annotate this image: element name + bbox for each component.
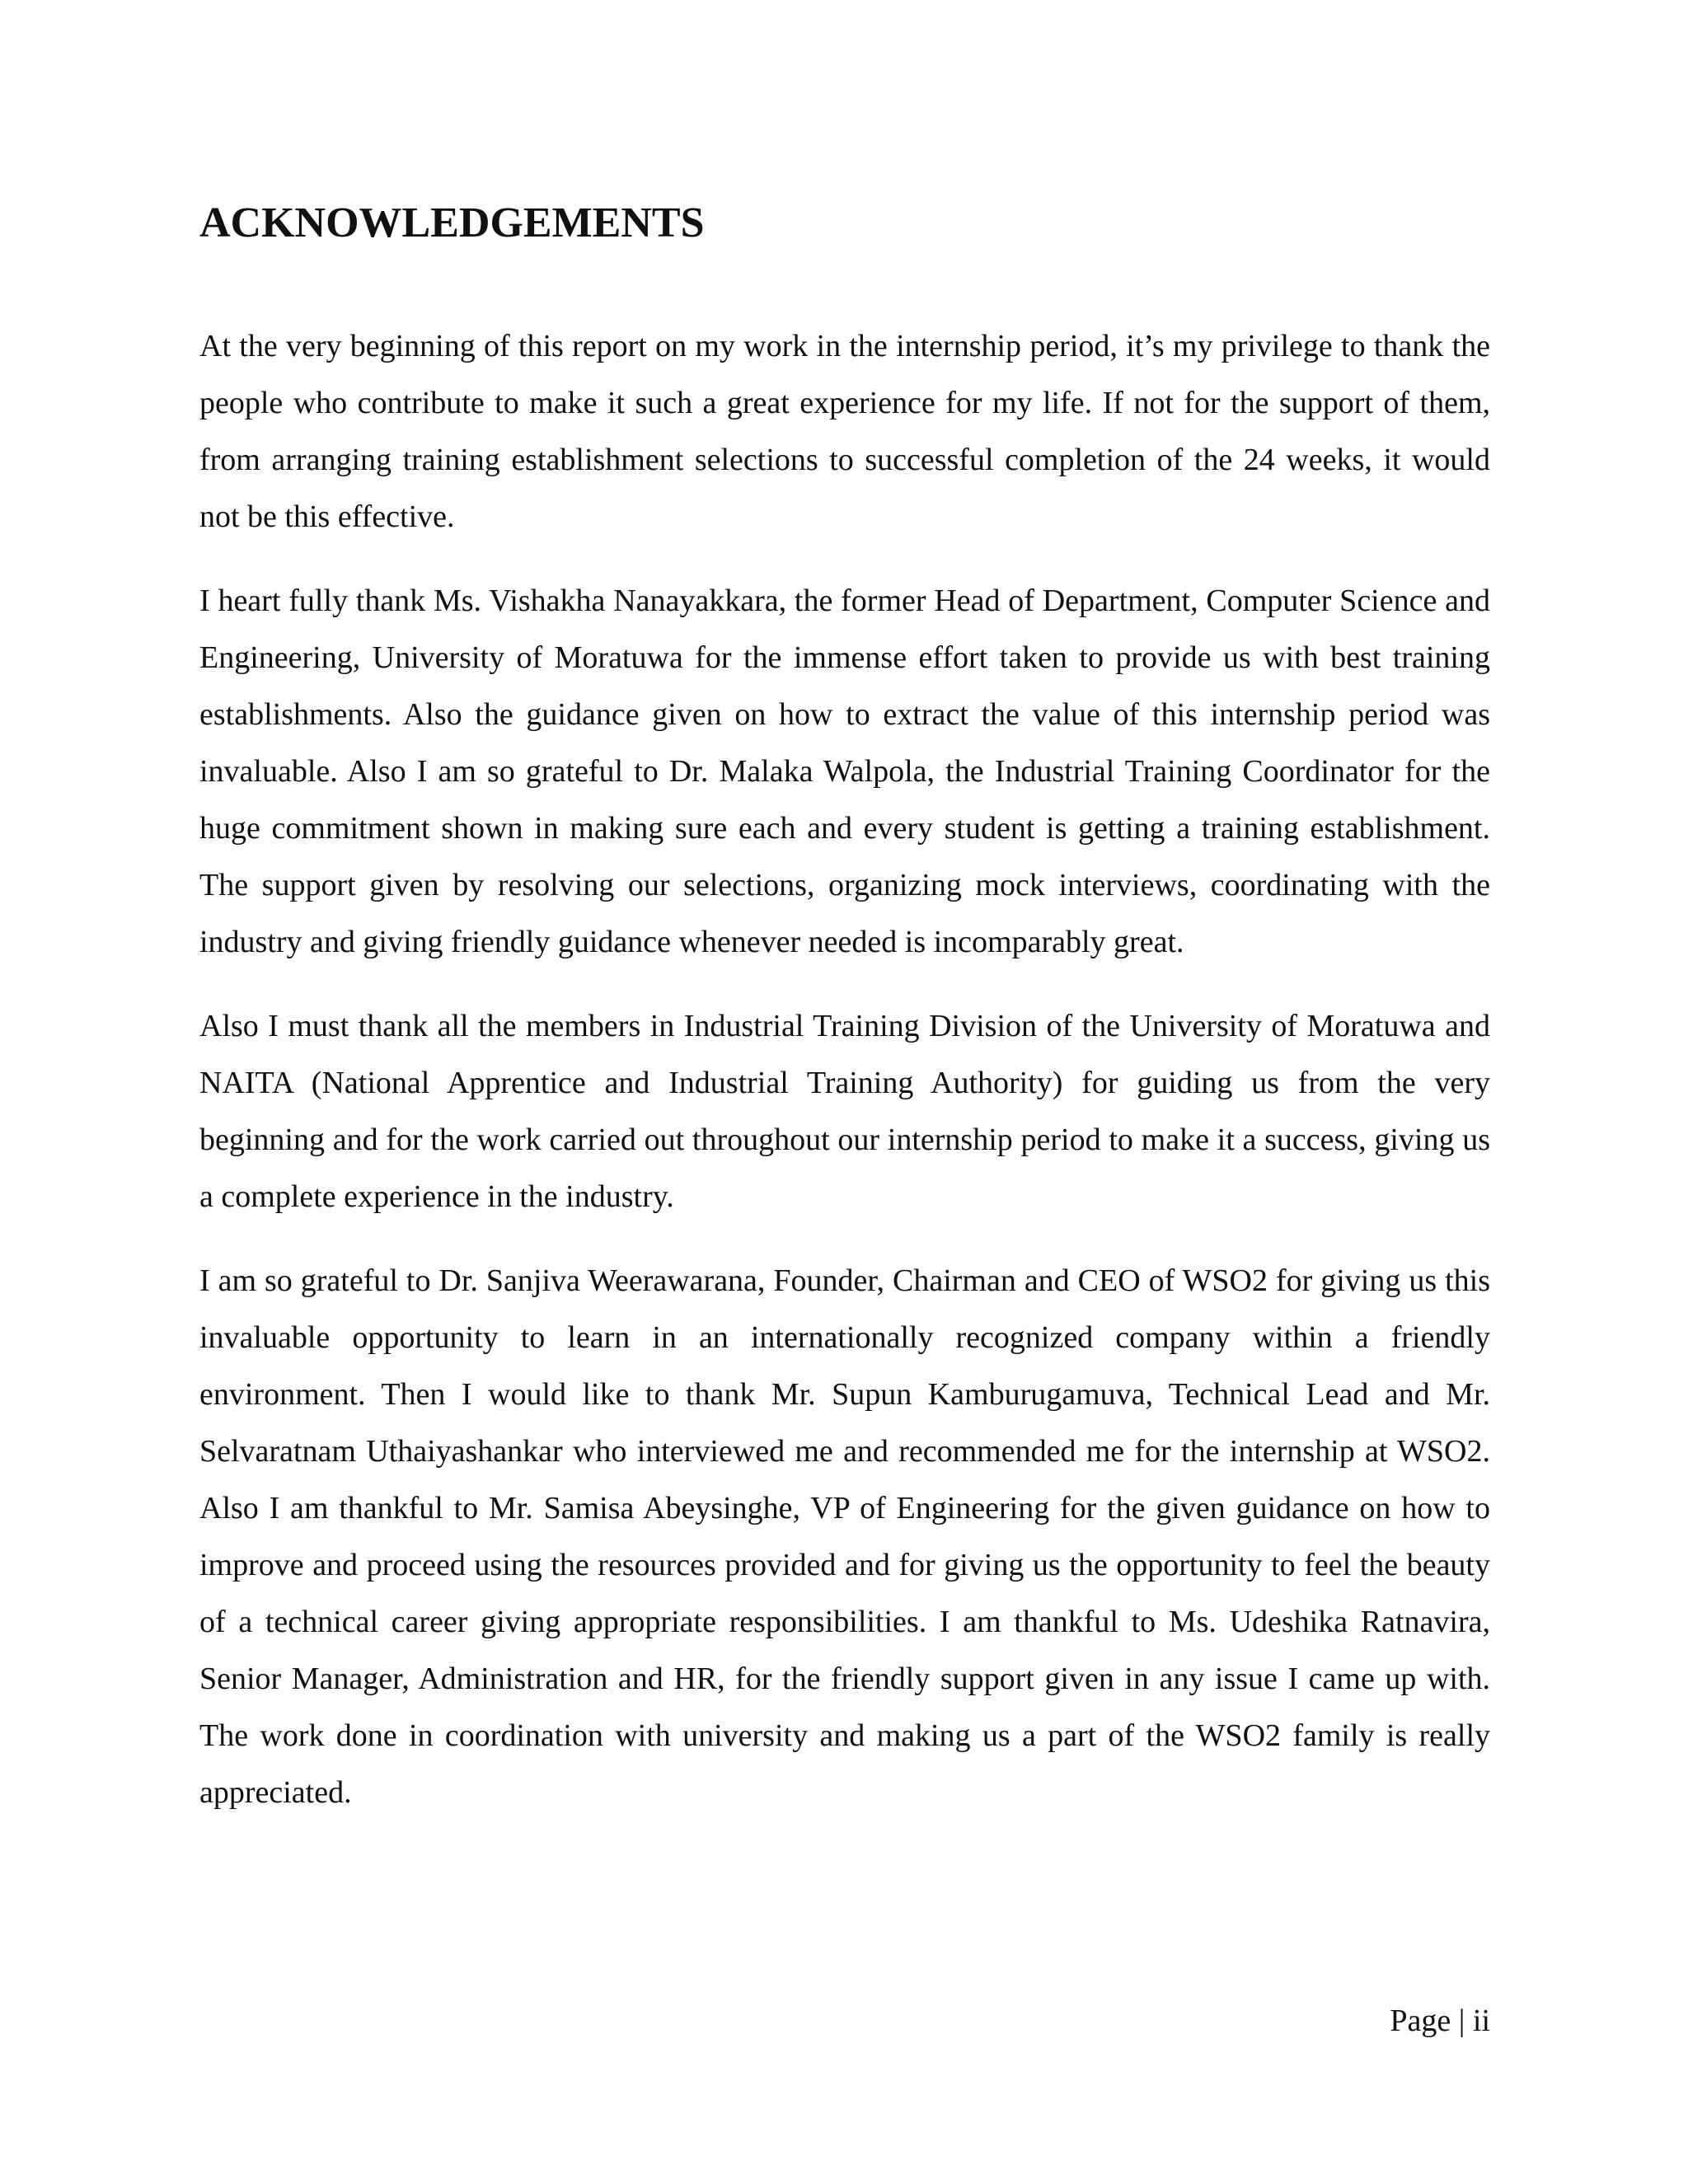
paragraph-university-thanks: I heart fully thank Ms. Vishakha Nanayakkara, the former Head of Department, Computer Science and Engineering, University of Moratuwa for the immense effort taken to provide us with best training establishments. Also the guidance given on how to extract the value of this internship period was invaluable. Also I am so grateful to Dr. Malaka Walpola, the Industrial Training Coordinator for the huge commitment shown in making sure each and every student is getting a training establishment. The support given by resolving our selections, organizing mock interviews, coordinating with the industry and giving friendly guidance whenever needed is incomparably great. <box>199 583 1490 959</box>
page-number: Page | ii <box>1390 2004 1490 2038</box>
paragraph-training-division: Also I must thank all the members in Industrial Training Division of the University of Moratuwa and NAITA (National Apprentice and Industrial Training Authority) for guiding us from the very beginning and for the work carried out throughout our internship period to make it a success, giving us a complete experience in the industry. <box>199 1009 1490 1214</box>
body-text <box>199 318 1490 1849</box>
paragraph-intro: At the very beginning of this report on my work in the internship period, it’s my privilege to thank the people who contribute to make it such a great experience for my life. If not for the support of them, from arranging training establishment selections to successful completion of the 24 weeks, it would not be this effective. <box>199 329 1490 534</box>
paragraph-wso2-thanks: I am so grateful to Dr. Sanjiva Weerawarana, Founder, Chairman and CEO of WSO2 for giving us this invaluable opportunity to learn in an internationally recognized company within a friendly environment. Then I would like to thank Mr. Supun Kamburugamuva, Technical Lead and Mr. Selvaratnam Uthaiyashankar who interviewed me and recommended me for the internship at WSO2. Also I am thankful to Mr. Samisa Abeysinghe, VP of Engineering for the given guidance on how to improve and proceed using the resources provided and for giving us the opportunity to feel the beauty of a technical career giving appropriate responsibilities. I am thankful to Ms. Udeshika Ratnavira, Senior Manager, Administration and HR, for the friendly support given in any issue I came up with. The work done in coordination with university and making us a part of the WSO2 family is really appreciated. <box>199 1263 1490 1810</box>
page-title: ACKNOWLEDGEMENTS <box>199 199 705 246</box>
